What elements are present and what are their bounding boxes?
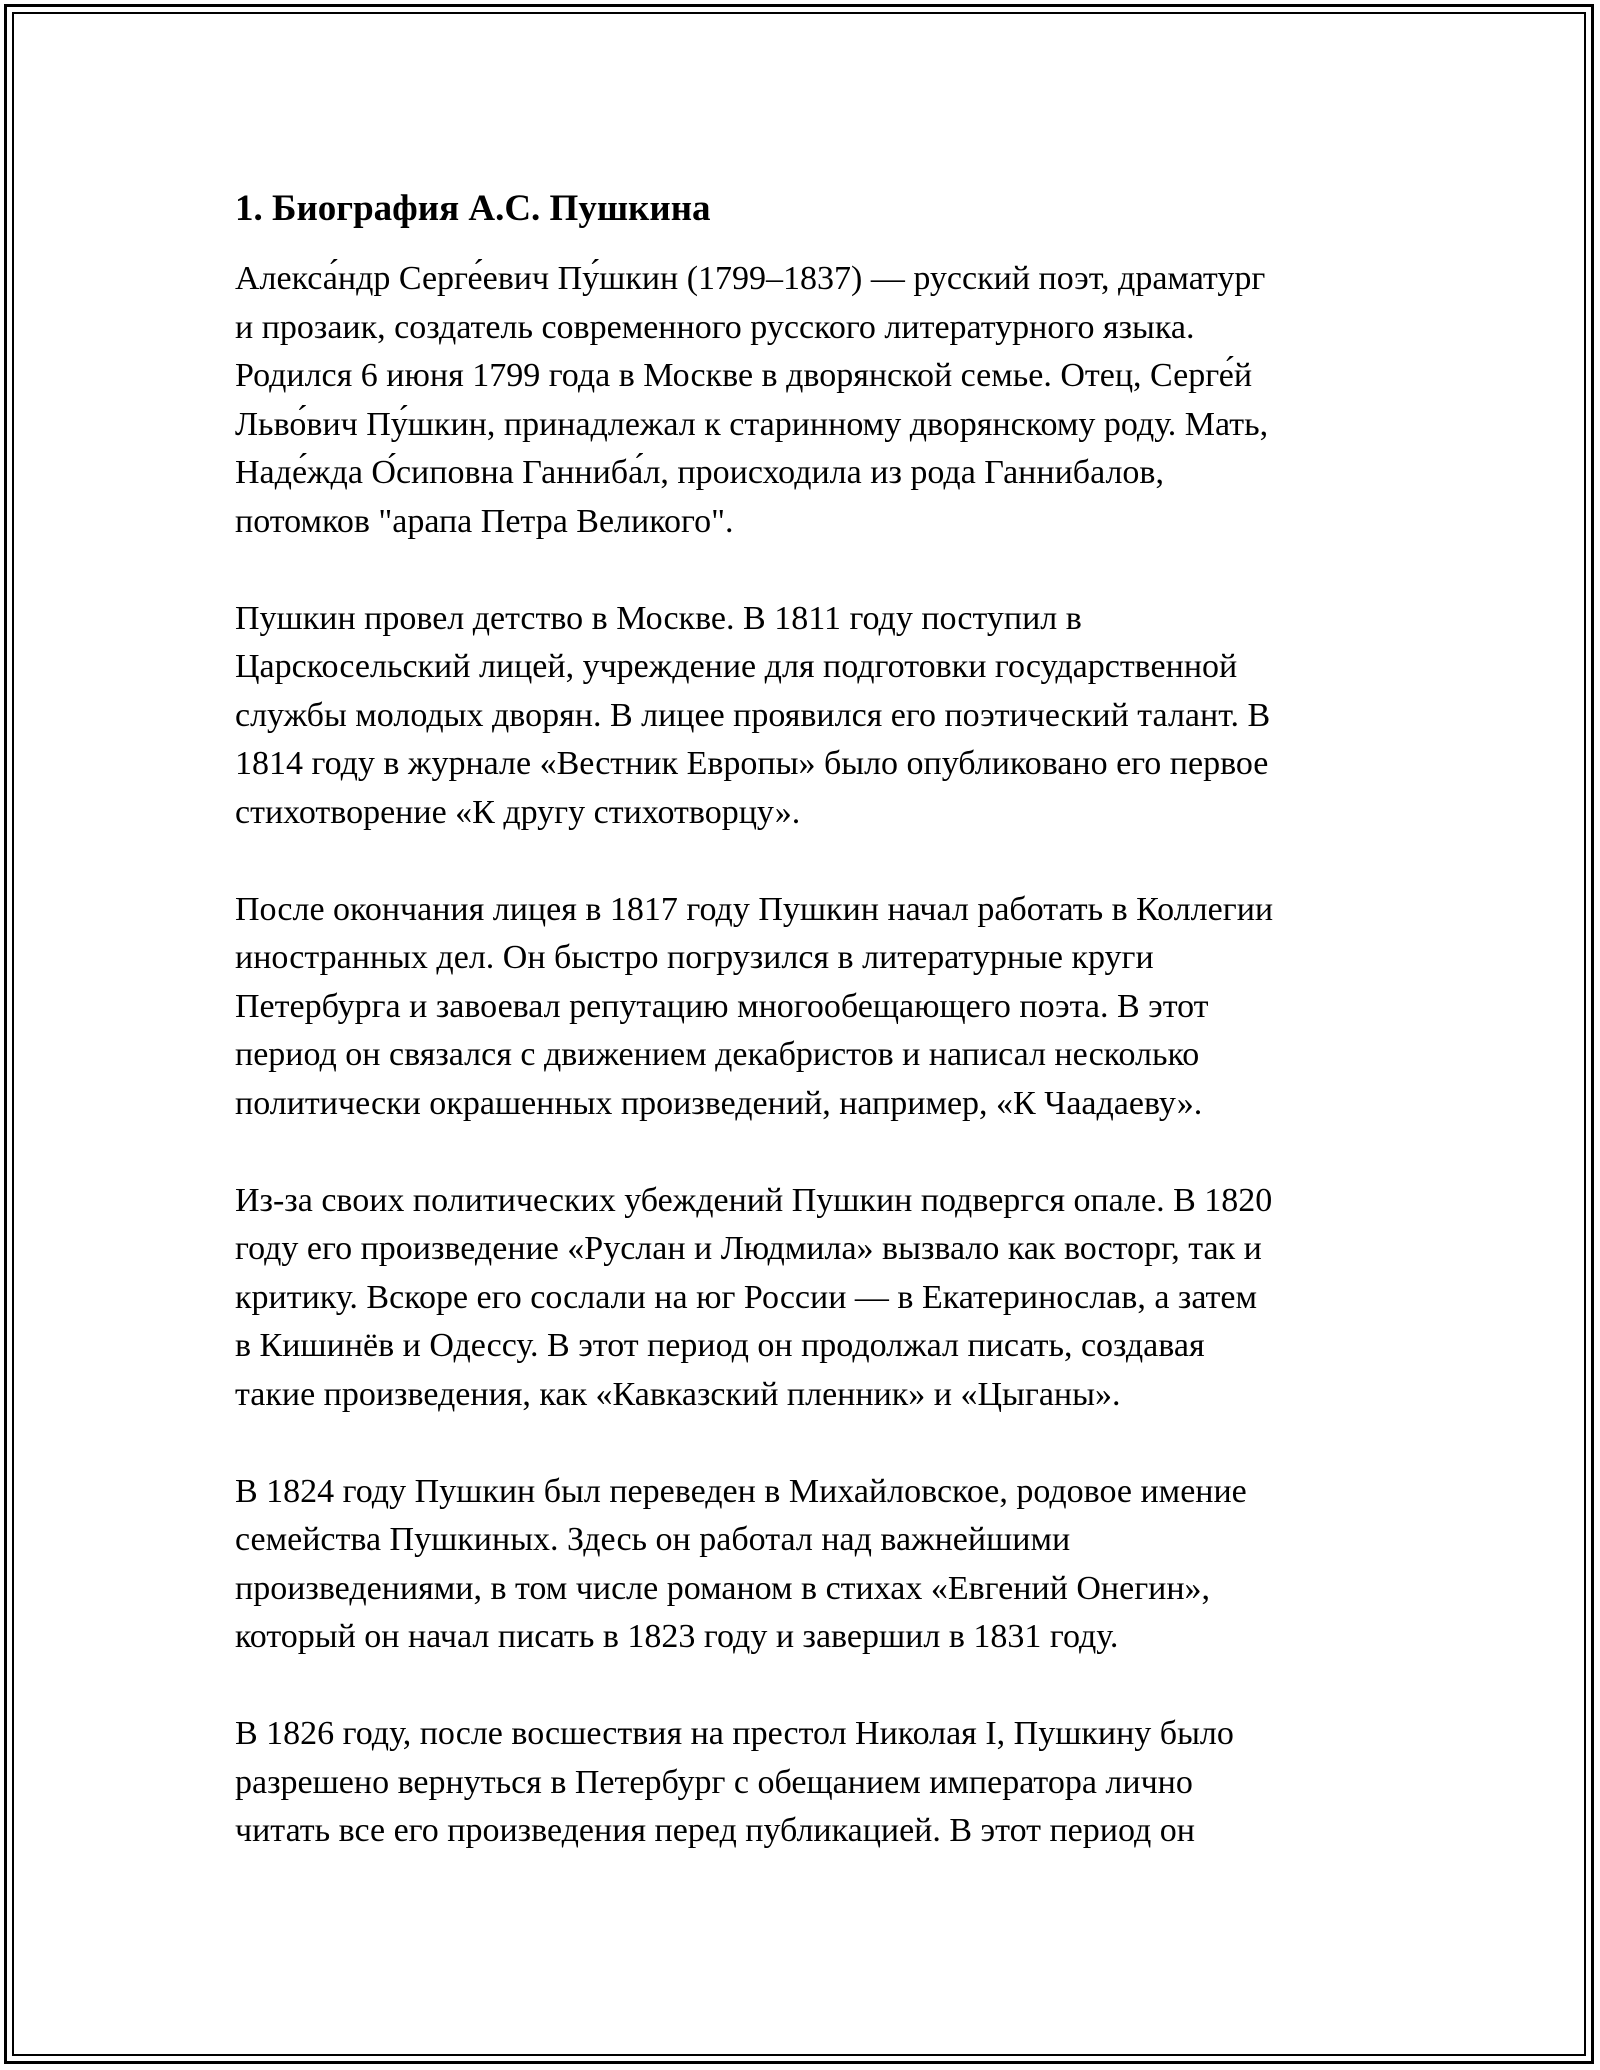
- paragraph-childhood: Пушкин провел детство в Москве. В 1811 году поступил в Царскосельский лицей, учреждение для подготовки государственной службы молодых дворян. В лицее проявился его поэтический талант. В 1814 году в журнале «Вестник Европы» было опубликовано его первое стихотворение «К другу стихотворцу».: [235, 599, 1271, 831]
- document-page: [235, 185, 1365, 1904]
- paragraph-career: После окончания лицея в 1817 году Пушкин начал работать в Коллегии иностранных дел. Он быстро погрузился в литературные круги Петербурга и завоевал репутацию многообещающего поэта. В этот период он связался с движением декабристов и написал несколько политически окрашенных произведений, например, «К Чаадаеву».: [235, 890, 1274, 1122]
- paragraph-return: В 1826 году, после восшествия на престол Николая I, Пушкину было разрешено вернуться в Петербург с обещанием императора лично читать все его произведения перед публикацией. В этот период он: [235, 1715, 1234, 1849]
- section-heading: 1. Биография А.С. Пушкина: [235, 188, 711, 229]
- paragraph-mikhailovskoye: В 1824 году Пушкин был переведен в Михайловское, родовое имение семейства Пушкиных. Здесь он работал над важнейшими произведениями, в том числе романом в стихах «Евгений Онегин», который он начал писать в 1823 году и завершил в 1831 году.: [235, 1472, 1247, 1655]
- paragraph-intro: Алекса́ндр Серге́евич Пу́шкин (1799–1837) — русский поэт, драматург и прозаик, создатель современного русского литературного языка. Родился 6 июня 1799 года в Москве в дворянской семье. Отец, Серге́й Льво́вич Пу́шкин, принадлежал к старинному дворянскому роду. Мать, Наде́жда О́сиповна Ганниба́л, происходила из рода Ганнибалов, потомков "арапа Петра Великого".: [235, 260, 1269, 540]
- paragraph-exile: Из-за своих политических убеждений Пушкин подвергся опале. В 1820 году его произведение «Руслан и Людмила» вызвало как восторг, так и критику. Вскоре его сослали на юг России — в Екатеринослав, а затем в Кишинёв и Одессу. В этот период он продолжал писать, создавая такие произведения, как «Кавказский пленник» и «Цыганы».: [235, 1181, 1273, 1413]
